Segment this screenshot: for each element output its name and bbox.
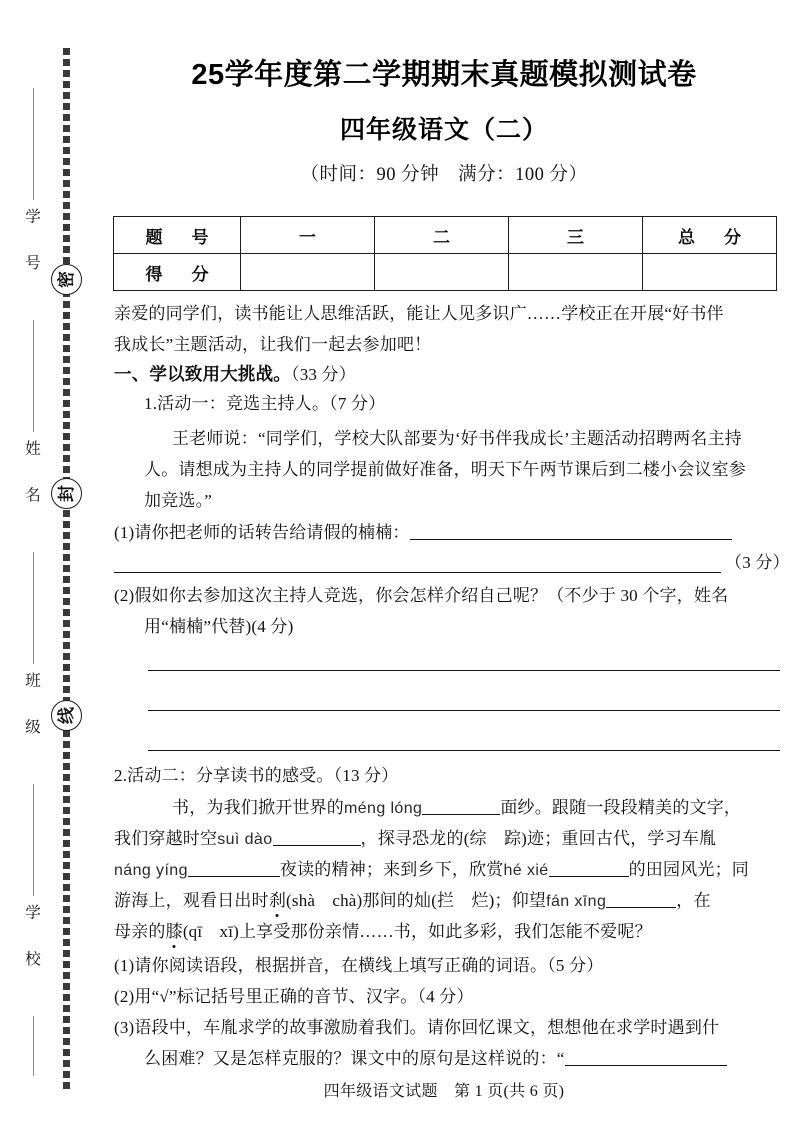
table-row — [114, 254, 777, 291]
margin-field-student-id-label: 学 号 — [23, 208, 40, 277]
activity-2-question-3-line-1: (3)语段中，车胤求学的故事激励着我们。请你回忆课文，想想他在求学时遇到什 — [114, 1018, 720, 1037]
activity-1-question-2-line-1: (2)假如你去参加这次主持人竞选，你会怎样介绍自己呢？（不少于 30 个字，姓名 — [114, 586, 729, 605]
score-entry-section-2[interactable] — [375, 254, 509, 291]
passage-line-4-c: ，在 — [676, 891, 711, 910]
activity-2-question-2: (2)用“√”标记括号里正确的音节、汉字。（4 分） — [114, 987, 474, 1006]
page-title: 25学年度第二学期期末真题模拟测试卷 — [191, 59, 697, 91]
margin-field-student-id — [0, 208, 62, 282]
seal-badge-xian: 线 — [51, 700, 82, 731]
margin-rule — [33, 552, 34, 664]
margin-rule — [33, 784, 34, 896]
margin-field-class — [0, 672, 62, 746]
margin-rule — [33, 88, 34, 200]
score-entry-section-1[interactable] — [241, 254, 375, 291]
answer-blank-inline[interactable] — [188, 876, 280, 877]
table-cell-score-label: 得 分 — [114, 254, 241, 291]
seal-badge-feng: 封 — [51, 478, 82, 509]
emphasis-char-xi: 膝 — [165, 922, 183, 941]
pinyin-hexie: hé xié — [503, 862, 549, 879]
page-body — [108, 0, 793, 1122]
answer-blank-inline[interactable] — [549, 876, 629, 877]
section-one-heading-text: 一、学以致用大挑战。 — [114, 364, 291, 384]
intro-line-1: 亲爱的同学们，读书能让人思维活跃，能让人见多识广……学校正在开展“好书伴 — [114, 304, 724, 323]
activity-2-heading — [114, 762, 399, 790]
passage-line-2 — [114, 825, 716, 854]
margin-field-school-label: 学 校 — [23, 904, 40, 973]
activity-2-question-1: (1)请你阅读语段，根据拼音，在横线上填写正确的词语。（5 分） — [114, 956, 604, 975]
margin-rule — [33, 1016, 34, 1076]
activity-2-question-3-line-2-text: 么困难？又是怎样克服的？课文中的原句是这样说的：“ — [144, 1049, 565, 1068]
table-cell-section-2: 二 — [375, 217, 509, 254]
answer-blank-inline[interactable] — [565, 1065, 727, 1066]
activity-1-heading — [144, 390, 385, 418]
margin-field-class-label: 班 级 — [23, 672, 40, 741]
answer-blank-inline[interactable] — [410, 539, 732, 540]
passage-line-5-a: 母亲的 — [114, 922, 166, 941]
passage-line-1-a: 书，为我们掀开世界的 — [172, 798, 344, 817]
activity-1-quote-line-2: 人。请想成为主持人的同学提前做好准备，明天下午两节课后到二楼小会议室参 — [144, 460, 746, 479]
score-table — [113, 216, 777, 291]
answer-blank-line[interactable] — [114, 572, 721, 573]
passage-line-3-b: 的田园风光；同 — [628, 860, 750, 879]
page-footer: 四年级语文试题 第 1 页(共 6 页) — [323, 1083, 565, 1100]
seal-dashed-line — [63, 48, 70, 1090]
table-cell-total: 总 分 — [643, 217, 777, 254]
intro-line-2: 我成长”主题活动，让我们一起去参加吧！ — [114, 335, 432, 354]
passage-line-5-b: (qī xī)上享受那份亲情……书，如此多彩，我们怎能不爱呢？ — [182, 922, 652, 941]
activity-2-score: （13 分） — [333, 766, 399, 785]
answer-blank-inline[interactable] — [422, 814, 500, 815]
passage-line-3-a: 夜读的精神；来到乡下，欣赏 — [279, 860, 504, 879]
margin-field-name-label: 姓 名 — [23, 440, 40, 509]
pinyin-fanxing: fán xīng — [546, 893, 607, 910]
activity-1-question-1-text: (1)请你把老师的话转告给请假的楠楠： — [114, 523, 410, 542]
passage-line-4-a: 游海上，观看日出时 — [114, 891, 269, 910]
passage-line-1 — [172, 794, 741, 823]
page-subtitle: 四年级语文（二） — [339, 117, 548, 144]
activity-1-quote-line-3: 加竞选。” — [144, 491, 213, 510]
margin-field-name — [0, 440, 62, 514]
emphasis-char-sha: 刹 — [268, 891, 287, 910]
section-one-heading — [114, 360, 356, 389]
pinyin-menglong: méng lóng — [344, 800, 423, 817]
passage-line-2-b: ，探寻恐龙的(综 踪)迹；重回古代，学习车胤 — [360, 829, 717, 848]
answer-blank-line[interactable] — [148, 710, 780, 711]
passage-line-4-b: (shà chà)那间的灿(拦 烂)；仰望 — [286, 891, 547, 910]
seal-margin — [0, 0, 108, 1122]
activity-2-question-3-line-2 — [144, 1045, 727, 1073]
activity-1-score: （7 分） — [329, 394, 386, 413]
section-one-heading-score: （33 分） — [291, 365, 356, 384]
passage-line-4 — [114, 887, 711, 916]
answer-blank-inline[interactable] — [606, 907, 676, 908]
score-entry-section-3[interactable] — [509, 254, 643, 291]
answer-blank-inline[interactable] — [273, 845, 361, 846]
activity-1-number: 1. — [144, 394, 158, 413]
pinyin-suidao: suì dào — [217, 831, 273, 848]
margin-field-school — [0, 904, 62, 978]
passage-line-5 — [114, 918, 652, 946]
seal-badge-mi: 密 — [51, 264, 82, 295]
table-cell-section-1: 一 — [241, 217, 375, 254]
table-row — [114, 217, 777, 254]
activity-1-question-1-score: （3 分） — [725, 553, 790, 572]
answer-blank-line[interactable] — [148, 750, 780, 751]
activity-1-question-1 — [114, 519, 732, 547]
table-cell-question-label: 题 号 — [114, 217, 241, 254]
answer-blank-line[interactable] — [148, 670, 780, 671]
activity-1-quote-line-1: 王老师说：“同学们，学校大队部要为‘好书伴我成长’主题活动招聘两名主持 — [172, 429, 742, 448]
passage-line-1-b: 面纱。跟随一段段精美的文字， — [500, 798, 742, 817]
activity-2-number: 2. — [114, 766, 128, 785]
margin-rule — [33, 320, 34, 432]
exam-meta: （时间：90 分钟 满分：100 分） — [300, 165, 588, 185]
activity-1-question-2-line-2: 用“楠楠”代替)(4 分) — [144, 617, 294, 636]
score-entry-total[interactable] — [643, 254, 777, 291]
table-cell-section-3: 三 — [509, 217, 643, 254]
activity-1-title: 活动一：竞选主持人。 — [157, 394, 330, 413]
passage-line-2-a: 我们穿越时空 — [114, 829, 218, 848]
passage-line-3 — [114, 856, 749, 885]
pinyin-nangying: náng yíng — [114, 862, 188, 879]
activity-2-title: 活动二：分享读书的感受。 — [127, 766, 334, 785]
